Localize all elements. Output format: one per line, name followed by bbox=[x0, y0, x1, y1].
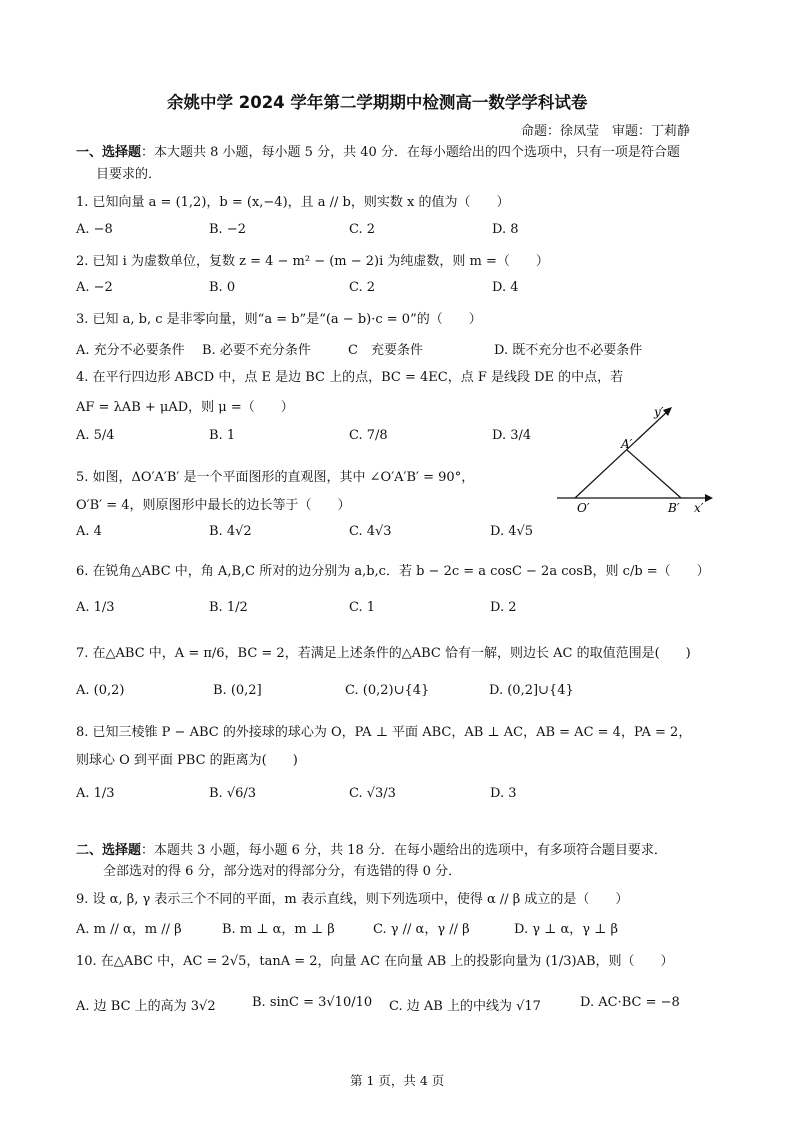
question-1-option-d: D. 8 bbox=[492, 222, 519, 237]
question-10-stem: 10. 在△ABC 中，AC = 2√5，tanA = 2，向量 AC 在向量 AB 上的投影向量为 (1/3)AB，则（ ） bbox=[76, 954, 674, 969]
y-axis-line bbox=[575, 411, 668, 498]
question-1-option-b: B. −2 bbox=[209, 222, 246, 237]
page-title: 余姚中学 2024 学年第二学期期中检测高一数学学科试卷 bbox=[167, 93, 588, 112]
figure-5-diagram bbox=[555, 402, 715, 520]
question-6-stem: 6. 在锐角△ABC 中，角 A,B,C 所对的边分别为 a,b,c．若 b − 2c = a cosC − 2a cosB，则 c/b =（ ） bbox=[76, 564, 710, 579]
section2-instruction bbox=[76, 839, 667, 858]
x-axis-arrow bbox=[705, 494, 713, 502]
question-5-option-c: C. 4√3 bbox=[349, 524, 392, 539]
page-footer: 第 1 页，共 4 页 bbox=[350, 1073, 445, 1088]
question-9-option-b: B. m ⊥ α，m ⊥ β bbox=[222, 922, 335, 937]
question-5-stem-2: O′B′ = 4，则原图形中最长的边长等于（ ） bbox=[76, 498, 351, 513]
question-8-option-d: D. 3 bbox=[490, 786, 517, 801]
question-2-option-a: A. −2 bbox=[76, 280, 113, 295]
question-2-option-d: D. 4 bbox=[492, 280, 519, 295]
question-7-option-b: B. (0,2] bbox=[213, 683, 262, 698]
question-6-option-c: C. 1 bbox=[349, 600, 376, 615]
question-10-option-c: C. 边 AB 上的中线为 √17 bbox=[389, 999, 541, 1014]
question-4-option-b: B. 1 bbox=[209, 428, 236, 443]
question-5-option-a: A. 4 bbox=[76, 524, 102, 539]
label-y-axis: y′ bbox=[654, 405, 664, 419]
section2-heading: 二、选择题 bbox=[76, 843, 142, 858]
question-1-option-a: A. −8 bbox=[76, 222, 113, 237]
question-4-option-d: D. 3/4 bbox=[492, 428, 532, 443]
author-line: 命题：徐凤莹 审题：丁莉静 bbox=[521, 124, 691, 139]
question-3-option-c: C 充要条件 bbox=[348, 343, 423, 358]
section1-instruction bbox=[76, 141, 680, 160]
question-6-option-a: A. 1/3 bbox=[76, 600, 115, 615]
question-7-stem: 7. 在△ABC 中，A = π/6，BC = 2，若满足上述条件的△ABC 恰有一解，则边长 AC 的取值范围是( ) bbox=[76, 646, 691, 661]
question-6-option-b: B. 1/2 bbox=[209, 600, 248, 615]
question-9-option-c: C. γ // α，γ // β bbox=[373, 922, 470, 937]
question-2-option-b: B. 0 bbox=[209, 280, 236, 295]
label-x-axis: x′ bbox=[694, 501, 704, 515]
label-b-prime: B′ bbox=[668, 501, 680, 515]
question-2-option-c: C. 2 bbox=[349, 280, 376, 295]
question-4-stem-2: AF = λAB + μAD，则 μ =（ ） bbox=[76, 400, 294, 415]
question-1-option-c: C. 2 bbox=[349, 222, 376, 237]
question-8-stem-1: 8. 已知三棱锥 P − ABC 的外接球的球心为 O，PA ⊥ 平面 ABC，AB ⊥ AC，AB = AC = 4，PA = 2， bbox=[76, 725, 692, 740]
section1-heading: 一、选择题 bbox=[76, 145, 142, 160]
question-4-option-a: A. 5/4 bbox=[76, 428, 115, 443]
question-3-stem: 3. 已知 a, b, c 是非零向量，则“a = b”是“(a − b)·c = 0”的（ ） bbox=[76, 312, 482, 327]
label-o-prime: O′ bbox=[577, 501, 590, 515]
question-8-option-a: A. 1/3 bbox=[76, 786, 115, 801]
question-5-stem-1: 5. 如图，ΔO′A′B′ 是一个平面图形的直观图，其中 ∠O′A′B′ = 90°， bbox=[76, 470, 475, 485]
question-6-option-d: D. 2 bbox=[490, 600, 517, 615]
section2-text-1: ：本题共 3 小题，每小题 6 分，共 18 分．在每小题给出的选项中，有多项符合题目要求． bbox=[141, 843, 667, 858]
question-10-option-b: B. sinC = 3√10/10 bbox=[252, 995, 373, 1010]
question-3-option-a: A. 充分不必要条件 bbox=[76, 343, 185, 358]
question-8-option-c: C. √3/3 bbox=[349, 786, 396, 801]
question-10-option-d: D. AC·BC = −8 bbox=[580, 995, 680, 1010]
question-5-option-b: B. 4√2 bbox=[209, 524, 252, 539]
question-8-option-b: B. √6/3 bbox=[209, 786, 257, 801]
question-8-stem-2: 则球心 O 到平面 PBC 的距离为( ) bbox=[76, 753, 298, 768]
question-9-stem: 9. 设 α, β, γ 表示三个不同的平面，m 表示直线，则下列选项中，使得 α // β 成立的是（ ） bbox=[76, 892, 629, 907]
question-7-option-a: A. (0,2) bbox=[76, 683, 125, 698]
question-2-stem: 2. 已知 i 为虚数单位，复数 z = 4 − m² − (m − 2)i 为纯虚数，则 m =（ ） bbox=[76, 254, 549, 269]
section2-text-2: 全部选对的得 6 分，部分选对的得部分分，有选错的得 0 分． bbox=[103, 864, 462, 879]
segment-a-b bbox=[627, 450, 681, 498]
question-7-option-c: C. (0,2)∪{4} bbox=[345, 683, 430, 698]
question-9-option-d: D. γ ⊥ α，γ ⊥ β bbox=[514, 922, 619, 937]
question-1-stem: 1. 已知向量 a = (1,2)，b = (x,−4)，且 a // b，则实数 x 的值为（ ） bbox=[76, 195, 510, 210]
question-9-option-a: A. m // α，m // β bbox=[76, 922, 182, 937]
section1-text-2: 目要求的． bbox=[96, 167, 162, 182]
question-4-option-c: C. 7/8 bbox=[349, 428, 388, 443]
question-4-stem-1: 4. 在平行四边形 ABCD 中，点 E 是边 BC 上的点，BC = 4EC，点 F 是线段 DE 的中点，若 bbox=[76, 370, 624, 385]
question-7-option-d: D. (0,2]∪{4} bbox=[489, 683, 574, 698]
label-a-prime: A′ bbox=[621, 437, 633, 451]
question-5-option-d: D. 4√5 bbox=[490, 524, 534, 539]
question-3-option-b: B. 必要不充分条件 bbox=[202, 343, 311, 358]
section1-text-1: ：本大题共 8 小题，每小题 5 分，共 40 分．在每小题给出的四个选项中，只有一项是符合题 bbox=[141, 145, 680, 160]
question-10-option-a: A. 边 BC 上的高为 3√2 bbox=[76, 999, 216, 1014]
question-3-option-d: D. 既不充分也不必要条件 bbox=[494, 343, 643, 358]
